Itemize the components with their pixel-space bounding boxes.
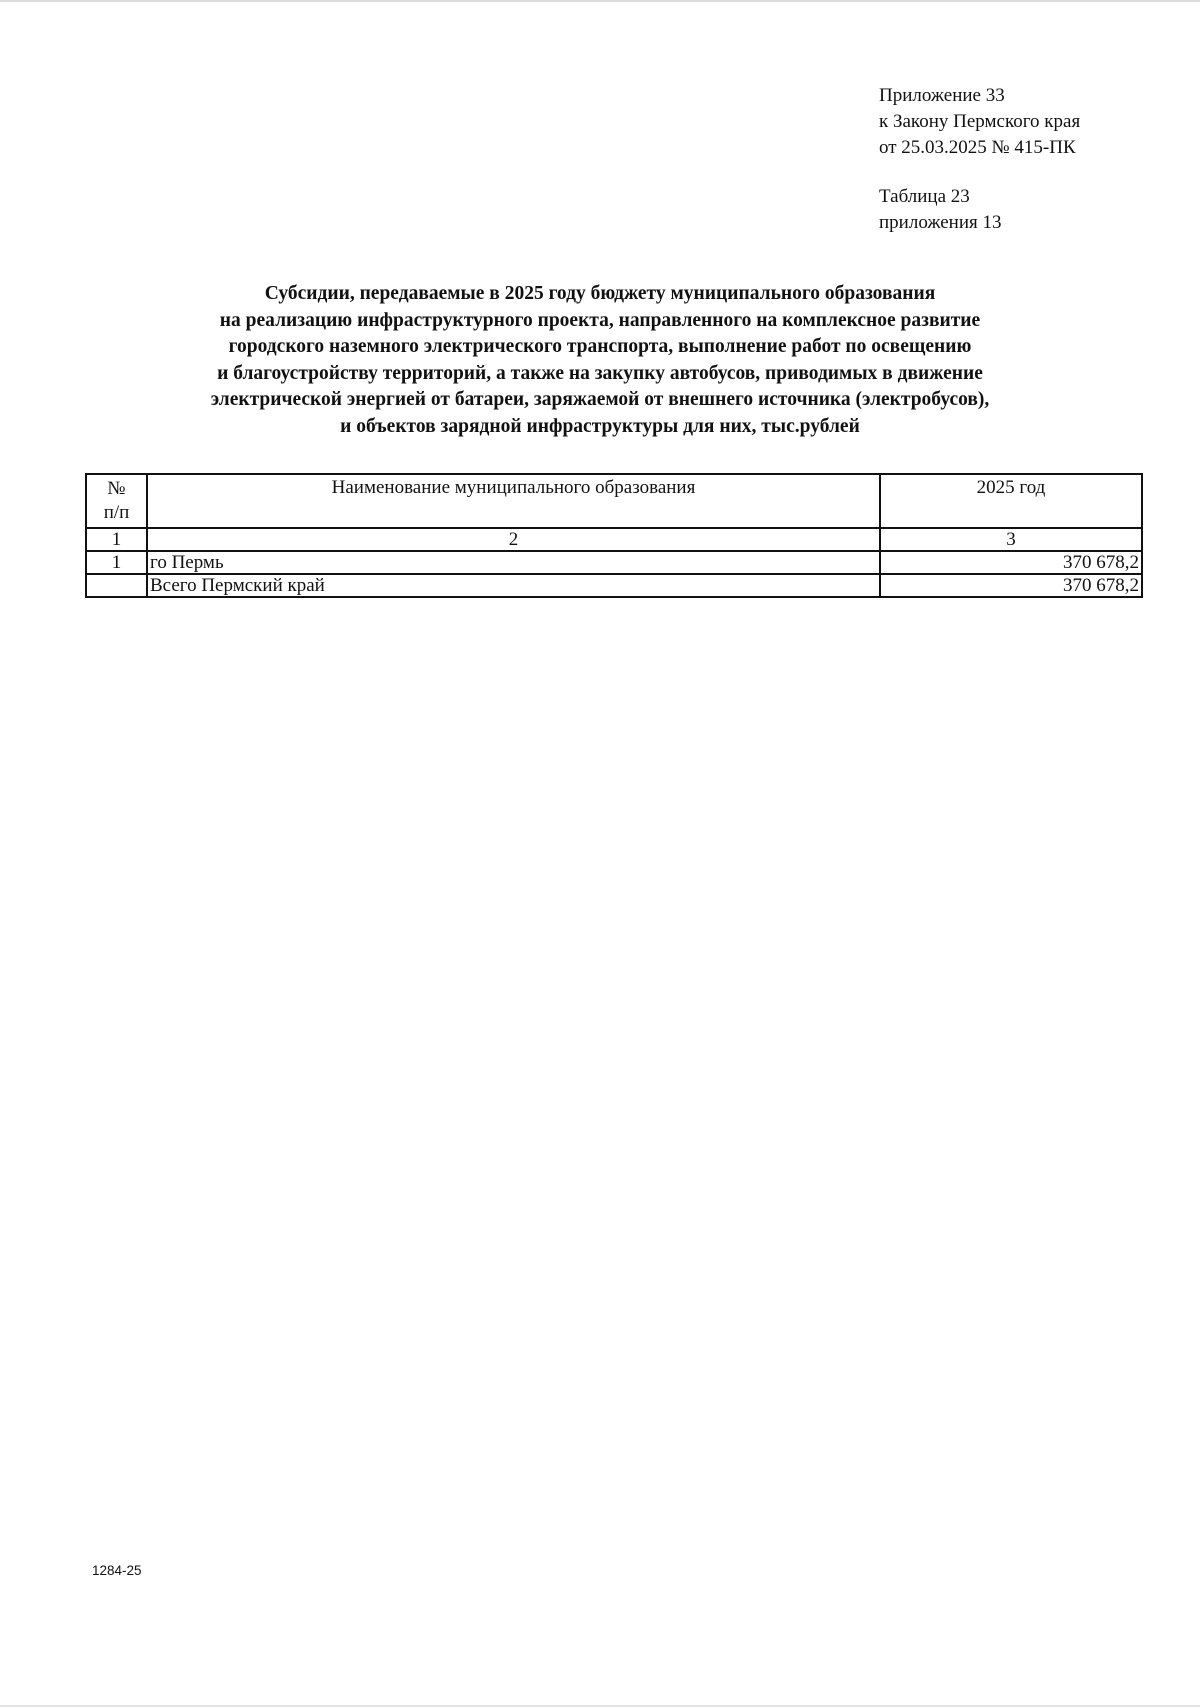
row-amount: 370 678,2 [880, 551, 1142, 574]
row-municipality: Всего Пермский край [147, 574, 880, 597]
document-title [100, 281, 1100, 440]
table-reference [879, 184, 1001, 236]
header-number-sign: № [107, 478, 126, 499]
header-number-cell [86, 474, 147, 528]
row-number [86, 574, 147, 597]
subsidy-table [85, 473, 1143, 598]
column-index-3: 3 [880, 528, 1142, 551]
table-header-row [86, 474, 1142, 528]
appendix-law: к Закону Пермского края [879, 111, 1081, 132]
column-index-1: 1 [86, 528, 147, 551]
title-line: городского наземного электрического транспорта, выполнение работ по освещению [228, 336, 972, 357]
title-line: электрической энергией от батареи, заряжаемой от внешнего источника (электробусов), [210, 389, 990, 410]
table-row [86, 551, 1142, 574]
scan-edge-top [0, 0, 1200, 2]
header-year-cell: 2025 год [880, 474, 1142, 528]
column-index-2: 2 [147, 528, 880, 551]
row-amount: 370 678,2 [880, 574, 1142, 597]
title-line: и объектов зарядной инфраструктуры для них, тыс.рублей [340, 415, 860, 437]
column-index-row [86, 528, 1142, 551]
table-total-row [86, 574, 1142, 597]
title-line: Субсидии, передаваемые в 2025 году бюджету муниципального образования [264, 283, 936, 304]
document-code: 1284-25 [92, 1563, 142, 1578]
appendix-date: от 25.03.2025 № 415-ПК [879, 137, 1076, 158]
table-number: Таблица 23 [879, 186, 970, 207]
header-number-abbr: п/п [103, 502, 130, 523]
row-number: 1 [86, 551, 147, 574]
appendix-number: Приложение 33 [879, 85, 1005, 106]
title-line: на реализацию инфраструктурного проекта, направленного на комплексное развитие [219, 309, 981, 331]
table-appendix: приложения 13 [879, 212, 1002, 233]
title-line: и благоустройству территорий, а также на закупку автобусов, приводимых в движение [217, 362, 983, 384]
header-name-cell: Наименование муниципального образования [147, 474, 880, 528]
row-municipality: го Пермь [147, 551, 880, 574]
appendix-reference [879, 83, 1080, 161]
